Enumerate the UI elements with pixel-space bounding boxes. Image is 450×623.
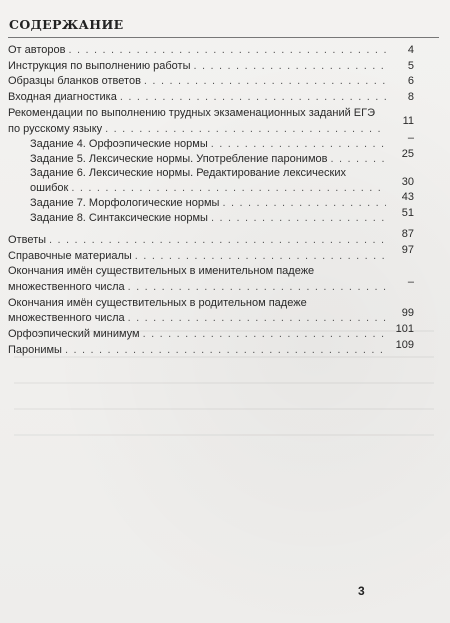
toc-subentry-line2: ошибок . . . bbox=[30, 181, 388, 195]
toc-entry: Ответы . . . bbox=[8, 233, 388, 247]
toc-entry-line2: множественного числа . . . bbox=[8, 280, 388, 294]
toc-page-number: 51 bbox=[401, 207, 414, 219]
toc-entry: Входная диагностика . . . bbox=[8, 90, 388, 104]
toc-page-number: 87 bbox=[401, 228, 414, 240]
toc-subentry: Задание 8. Синтаксические нормы . . . bbox=[30, 211, 388, 225]
toc-entry: Паронимы . . . bbox=[8, 343, 388, 357]
toc-page-number: 109 bbox=[395, 339, 414, 351]
page-number: 3 bbox=[358, 584, 365, 598]
toc-page-number: 97 bbox=[401, 244, 414, 256]
toc-entry: Орфоэпический минимум . . . bbox=[8, 327, 388, 341]
toc-page-number: 101 bbox=[395, 323, 414, 335]
toc-page-number: 5 bbox=[407, 60, 414, 72]
toc-page-number: 6 bbox=[407, 75, 414, 87]
toc-subentry: Задание 5. Лексические нормы. Употребление паронимов . . . bbox=[30, 152, 388, 166]
toc-page-number: 8 bbox=[407, 91, 414, 103]
toc-page-number: 30 bbox=[401, 176, 414, 188]
toc-entry-line1: Окончания имён существительных в родительном падеже bbox=[8, 297, 307, 309]
toc-subentry-line1: Задание 6. Лексические нормы. Редактирование лексических bbox=[30, 167, 346, 179]
toc-subentry: Задание 4. Орфоэпические нормы . . . bbox=[30, 137, 388, 151]
toc-entry-line1: Окончания имён существительных в именительном падеже bbox=[8, 265, 315, 277]
toc-page-number: – bbox=[407, 132, 414, 144]
toc-entry: От авторов . . . bbox=[8, 43, 388, 57]
toc-page-number: 4 bbox=[407, 44, 414, 56]
toc-entry-line2: по русскому языку . . . bbox=[8, 122, 388, 136]
toc-entry: Справочные материалы . . . bbox=[8, 249, 388, 263]
toc-page-number: 43 bbox=[401, 191, 414, 203]
toc-entry: Инструкция по выполнению работы . . . bbox=[8, 59, 388, 73]
toc-page-number: 11 bbox=[402, 115, 414, 127]
toc-page-number: – bbox=[407, 276, 414, 288]
toc-page-number: 99 bbox=[401, 307, 414, 319]
toc-entry-line2: множественного числа . . . bbox=[8, 311, 388, 325]
toc-entry-line1: Рекомендации по выполнению трудных экзаменационных заданий ЕГЭ bbox=[8, 107, 376, 119]
toc-entry: Образцы бланков ответов . . . bbox=[8, 74, 388, 88]
toc-page-number: 25 bbox=[401, 148, 414, 160]
page-title: СОДЕРЖАНИЕ bbox=[9, 17, 124, 32]
toc-subentry: Задание 7. Морфологические нормы . . . bbox=[30, 196, 388, 210]
